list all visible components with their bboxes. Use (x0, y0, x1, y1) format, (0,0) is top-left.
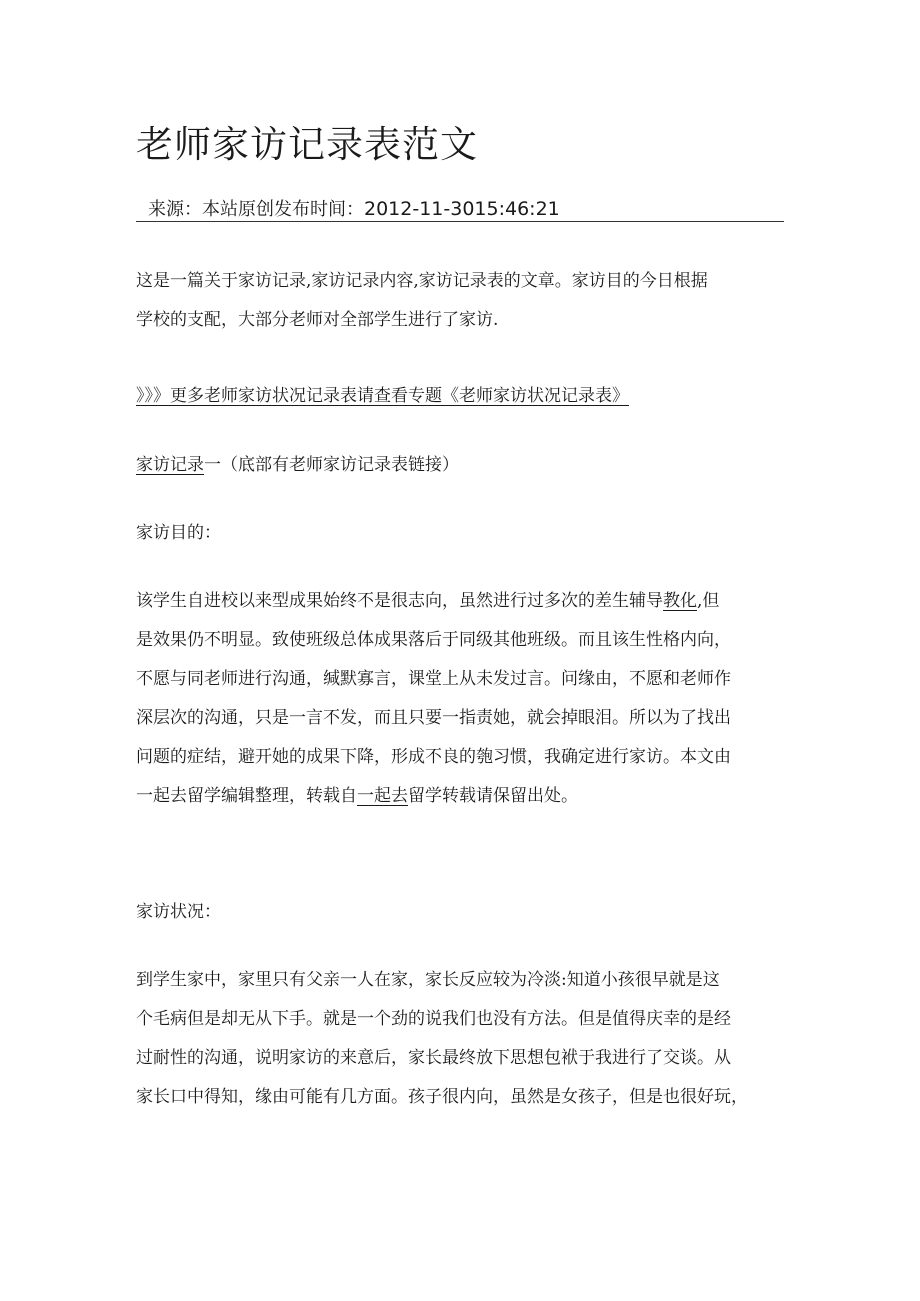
situation-heading-text: 家访状况： (136, 902, 221, 922)
situation-paragraph (136, 961, 796, 1117)
situation-line: 过耐性的沟通，说明家访的来意后，家长最终放下思想包袱于我进行了交谈。从 (136, 1048, 731, 1068)
home-visit-record-link[interactable]: 家访记录 (136, 455, 204, 475)
page-title: 老师家访记录表范文 (136, 123, 478, 166)
situation-line: 到学生家中，家里只有父亲一人在家，家长反应较为冷淡:知道小孩很早就是这 (136, 970, 720, 990)
purpose-heading (136, 514, 796, 553)
purpose-text: 留学转载请保留出处。 (408, 786, 578, 806)
section-heading-text: 一（底部有老师家访记录表链接） (204, 455, 459, 475)
divider (136, 221, 784, 222)
intro-line: 学校的支配，大部分老师对全部学生进行了家访. (136, 310, 499, 330)
purpose-line: 深层次的沟通，只是一言不发，而且只要一指责她，就会掉眼泪。所以为了找出 (136, 708, 731, 728)
purpose-text: 一起去留学编辑整理，转载自 (136, 786, 357, 806)
purpose-text: 该学生自进校以来型成果始终不是很志向，虽然进行过多次的差生辅导 (136, 591, 663, 611)
situation-line: 家长口中得知，缘由可能有几方面。孩子很内向，虽然是女孩子，但是也很好玩， (136, 1087, 748, 1107)
source-label: 来源：本站原创发布时间： (148, 199, 364, 220)
more-topic-paragraph (136, 377, 796, 416)
article-meta (148, 195, 560, 221)
purpose-paragraph (136, 582, 796, 816)
education-link[interactable]: 教化 (663, 591, 697, 611)
situation-line: 个毛病但是却无从下手。就是一个劲的说我们也没有方法。但是值得庆幸的是经 (136, 1009, 731, 1029)
intro-line: 这是一篇关于家访记录,家访记录内容,家访记录表的文章。家访目的今日根据 (136, 271, 708, 291)
more-topic-link[interactable]: 》》》更多老师家访状况记录表请查看专题《老师家访状况记录表》 (136, 386, 629, 406)
purpose-heading-text: 家访目的： (136, 523, 221, 543)
purpose-line: 不愿与同老师进行沟通，缄默寡言，课堂上从未发过言。问缘由，不愿和老师作 (136, 669, 731, 689)
purpose-text: ,但 (697, 591, 720, 611)
publish-datetime: 2012-11-3015:46:21 (364, 198, 560, 220)
yiqiqu-link[interactable]: 一起去 (357, 786, 408, 806)
intro-paragraph (136, 262, 796, 340)
situation-heading (136, 893, 796, 932)
purpose-line: 问题的症结，避开她的成果下降，形成不良的匏习惯，我确定进行家访。本文由 (136, 747, 731, 767)
section-heading (136, 446, 796, 485)
purpose-line: 是效果仍不明显。致使班级总体成果落后于同级其他班级。而且该生性格内向， (136, 630, 731, 650)
